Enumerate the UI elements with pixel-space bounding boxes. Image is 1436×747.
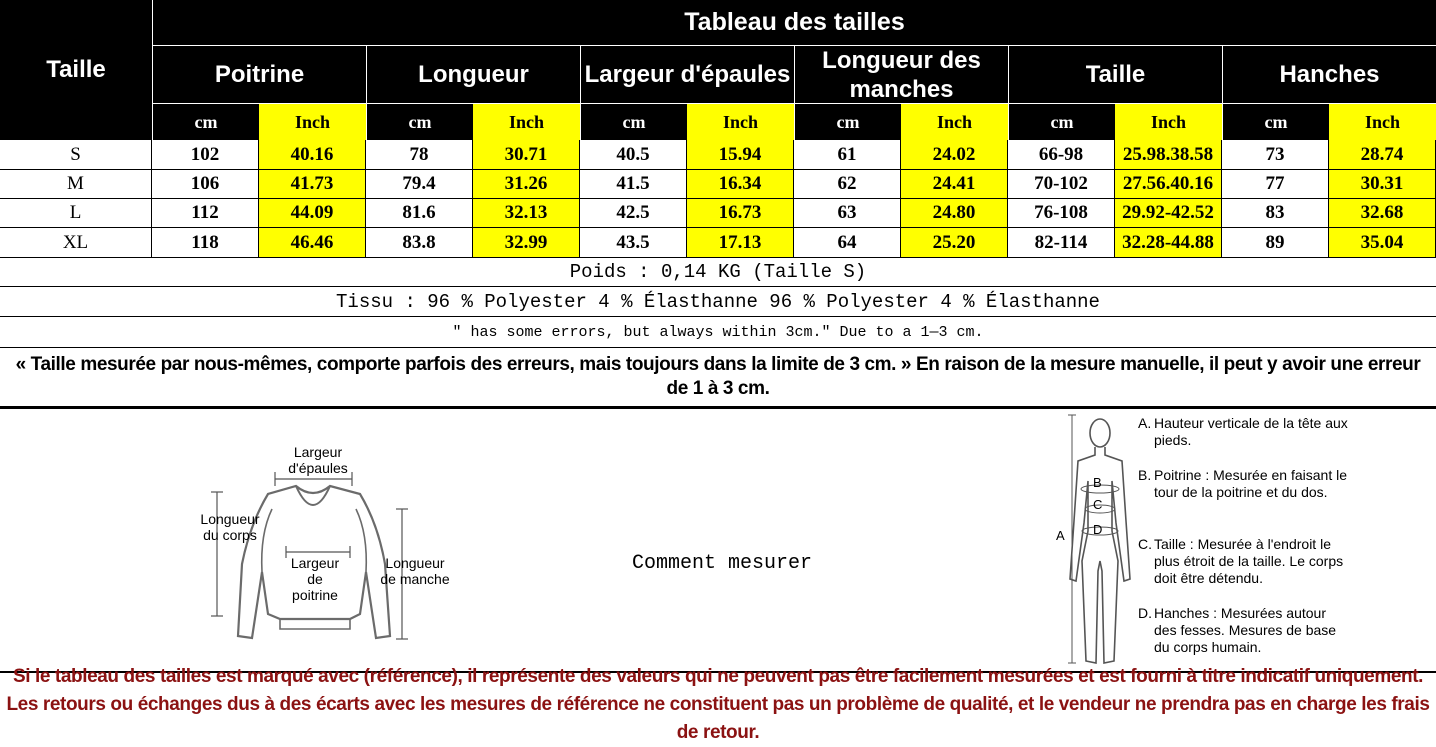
legend-item-c: C. Taille : Mesurée à l'endroit le plus étroit de la taille. Le corps doit être détendu.	[1138, 536, 1344, 586]
size-label: L	[0, 199, 152, 228]
cm-value: 102	[152, 140, 259, 170]
unit-inch: Inch	[687, 104, 794, 140]
inch-value: 35.04	[1329, 228, 1436, 258]
cm-value: 63	[794, 199, 901, 228]
unit-cm: cm	[580, 104, 687, 140]
cm-value: 89	[1222, 228, 1329, 258]
cm-value: 81.6	[366, 199, 473, 228]
inch-value: 25.20	[901, 228, 1008, 258]
cm-value: 79.4	[366, 170, 473, 199]
cm-value: 73	[1222, 140, 1329, 170]
cm-value: 43.5	[580, 228, 687, 258]
inch-value: 25.98.38.58	[1115, 140, 1222, 170]
cm-value: 64	[794, 228, 901, 258]
inch-value: 29.92-42.52	[1115, 199, 1222, 228]
error-note-fr: « Taille mesurée par nous-mêmes, comporte parfois des erreurs, mais toujours dans la limite de 3 cm. » En raison de la mesure manuelle, il peut y avoir une erreur de 1 à 3 cm.	[0, 348, 1436, 407]
cm-value: 83.8	[366, 228, 473, 258]
inch-value: 16.73	[687, 199, 794, 228]
cm-value: 112	[152, 199, 259, 228]
sleeve-length-label: Longueur de manche	[380, 555, 450, 587]
unit-inch: Inch	[259, 104, 366, 140]
how-to-measure-label: Comment mesurer	[632, 552, 813, 575]
column-header-taille: Taille	[1008, 46, 1222, 104]
inch-value: 32.68	[1329, 199, 1436, 228]
cm-value: 77	[1222, 170, 1329, 199]
legend-item-b: B. Poitrine : Mesurée en faisant le tour de la poitrine et du dos.	[1138, 467, 1347, 500]
legend-item-a: A. Hauteur verticale de la tête aux pieds.	[1138, 415, 1348, 448]
unit-inch: Inch	[1115, 104, 1222, 140]
unit-inch: Inch	[473, 104, 580, 140]
size-label: M	[0, 170, 152, 199]
chest-width-label: Largeur de poitrine	[290, 555, 340, 603]
column-header-poitrine: Poitrine	[152, 46, 366, 104]
disclaimer-footer: Si le tableau des tailles est marqué avec (référence), il représente des valeurs qui ne peuvent pas être facilement mesurées et est fourni à titre indicatif uniquement. Les retours ou échanges dus à des écarts avec les mesures de référence ne constituent pas un problème de qualité, et le vendeur ne prendra pas en charge les frais de retour.	[6, 665, 1430, 743]
cm-value: 61	[794, 140, 901, 170]
column-header-longueur-manches: Longueur des manches	[794, 46, 1008, 104]
inch-value: 41.73	[259, 170, 366, 199]
legend-item-d: D. Hanches : Mesurées autour des fesses. Mesures de base du corps humain.	[1138, 605, 1337, 655]
body-figure-icon	[1062, 411, 1142, 671]
shoulder-width-label: Largeur d'épaules	[288, 444, 348, 476]
column-header-longueur: Longueur	[366, 46, 580, 104]
unit-inch: Inch	[901, 104, 1008, 140]
weight-note: Poids : 0,14 KG (Taille S)	[0, 258, 1436, 287]
column-header-hanches: Hanches	[1222, 46, 1436, 104]
body-length-label: Longueur du corps	[200, 511, 260, 543]
cm-value: 76-108	[1008, 199, 1115, 228]
size-label: S	[0, 140, 152, 170]
unit-cm: cm	[1222, 104, 1329, 140]
cm-value: 82-114	[1008, 228, 1115, 258]
unit-cm: cm	[152, 104, 259, 140]
inch-value: 30.31	[1329, 170, 1436, 199]
inch-value: 32.99	[473, 228, 580, 258]
table-title: Tableau des tailles	[152, 0, 1436, 46]
figure-letter-d: D	[1093, 522, 1103, 537]
cm-value: 41.5	[580, 170, 687, 199]
figure-letter-b: B	[1093, 475, 1102, 490]
figure-letter-c: C	[1093, 497, 1103, 512]
cm-value: 40.5	[580, 140, 687, 170]
inch-value: 16.34	[687, 170, 794, 199]
inch-value: 44.09	[259, 199, 366, 228]
unit-cm: cm	[1008, 104, 1115, 140]
unit-inch: Inch	[1329, 104, 1436, 140]
cm-value: 70-102	[1008, 170, 1115, 199]
inch-value: 15.94	[687, 140, 794, 170]
inch-value: 24.41	[901, 170, 1008, 199]
cm-value: 42.5	[580, 199, 687, 228]
unit-cm: cm	[366, 104, 473, 140]
figure-letter-a: A	[1056, 528, 1065, 543]
cm-value: 118	[152, 228, 259, 258]
inch-value: 32.13	[473, 199, 580, 228]
inch-value: 24.02	[901, 140, 1008, 170]
inch-value: 40.16	[259, 140, 366, 170]
inch-value: 27.56.40.16	[1115, 170, 1222, 199]
cm-value: 66-98	[1008, 140, 1115, 170]
cm-value: 106	[152, 170, 259, 199]
column-header-largeur-epaules: Largeur d'épaules	[580, 46, 794, 104]
inch-value: 17.13	[687, 228, 794, 258]
unit-cm: cm	[794, 104, 901, 140]
size-column-header: Taille	[46, 56, 106, 83]
inch-value: 30.71	[473, 140, 580, 170]
cm-value: 78	[366, 140, 473, 170]
inch-value: 46.46	[259, 228, 366, 258]
inch-value: 32.28-44.88	[1115, 228, 1222, 258]
inch-value: 24.80	[901, 199, 1008, 228]
measurement-guide	[0, 407, 1436, 673]
size-label: XL	[0, 228, 152, 258]
cm-value: 83	[1222, 199, 1329, 228]
cm-value: 62	[794, 170, 901, 199]
error-note-en: " has some errors, but always within 3cm." Due to a 1—3 cm.	[0, 317, 1436, 348]
inch-value: 28.74	[1329, 140, 1436, 170]
fabric-note: Tissu : 96 % Polyester 4 % Élasthanne 96 % Polyester 4 % Élasthanne	[0, 287, 1436, 317]
inch-value: 31.26	[473, 170, 580, 199]
